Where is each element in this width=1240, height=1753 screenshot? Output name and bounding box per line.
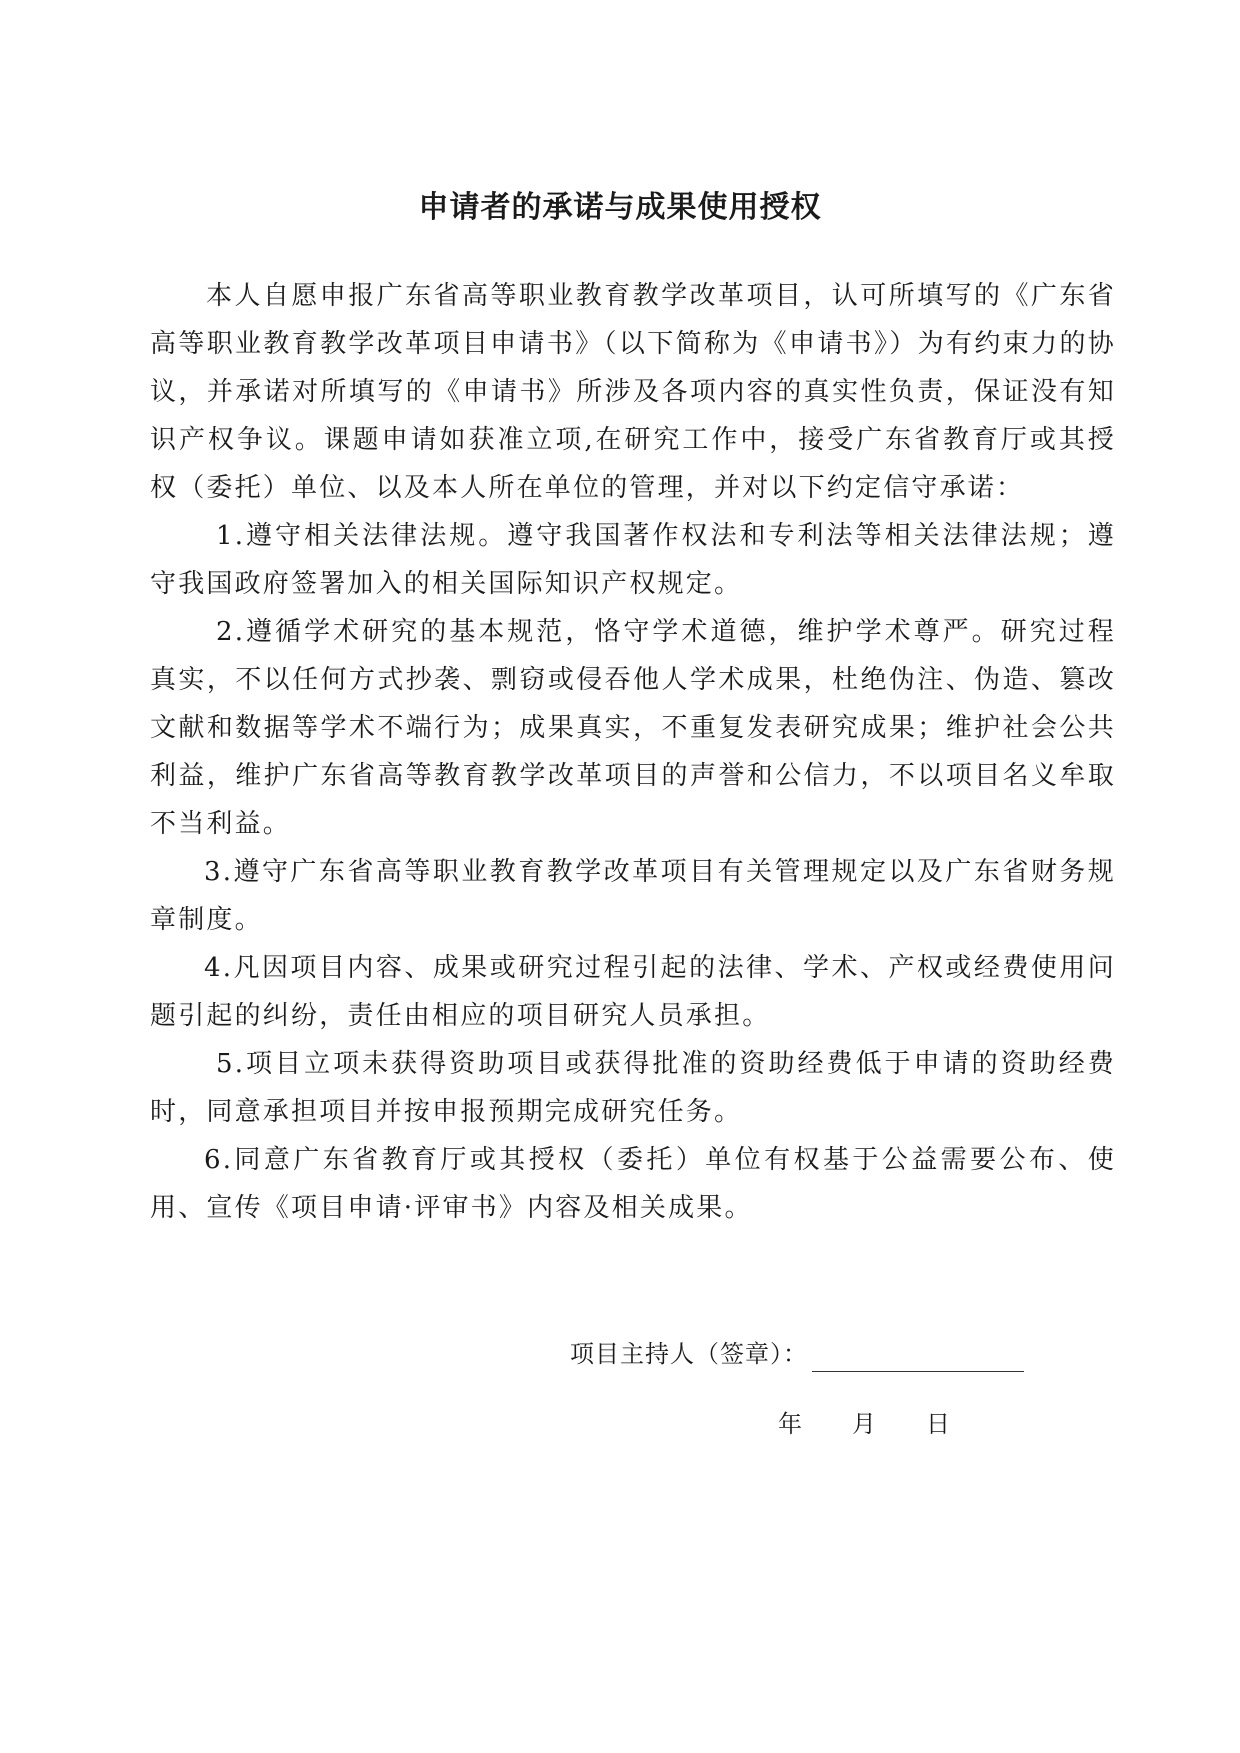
commitment-item-3: 3.遵守广东省高等职业教育教学改革项目有关管理规定以及广东省财务规章制度。 — [150, 857, 1116, 935]
date-month-label: 月 — [852, 1410, 876, 1438]
intro-paragraph: 本人自愿申报广东省高等职业教育教学改革项目，认可所填写的《广东省高等职业教育教学改革项目申请书》（以下简称为《申请书》）为有约束力的协议，并承诺对所填写的《申请书》所涉及各项内容的真实性负责，保证没有知识产权争议。课题申请如获准立项,在研究工作中，接受广东省教育厅或其授权（委托）单位、以及本人所在单位的管理，并对以下约定信守承诺： — [150, 281, 1116, 503]
commitment-item-2: 2.遵循学术研究的基本规范，恪守学术道德，维护学术尊严。研究过程真实，不以任何方式抄袭、剽窃或侵吞他人学术成果，杜绝伪注、伪造、篡改文献和数据等学术不端行为；成果真实，不重复发表研究成果；维护社会公共利益，维护广东省高等教育教学改革项目的声誉和公信力，不以项目名义牟取不当利益。 — [150, 617, 1116, 839]
document-title: 申请者的承诺与成果使用授权 — [418, 190, 822, 225]
commitment-item-1: 1.遵守相关法律法规。遵守我国著作权法和专利法等相关法律法规；遵守我国政府签署加入的相关国际知识产权规定。 — [150, 521, 1116, 599]
signature-label: 项目主持人（签章）： — [570, 1340, 808, 1368]
commitment-body — [150, 272, 1116, 1232]
signature-blank[interactable] — [812, 1343, 1024, 1372]
commitment-item-4: 4.凡因项目内容、成果或研究过程引起的法律、学术、产权或经费使用问题引起的纠纷，责任由相应的项目研究人员承担。 — [150, 953, 1116, 1031]
signature-line — [570, 1336, 1024, 1372]
date-line — [778, 1406, 950, 1442]
commitment-item-6: 6.同意广东省教育厅或其授权（委托）单位有权基于公益需要公布、使用、宣传《项目申请·评审书》内容及相关成果。 — [150, 1145, 1116, 1223]
date-day-label: 日 — [926, 1410, 950, 1438]
commitment-item-5: 5.项目立项未获得资助项目或获得批准的资助经费低于申请的资助经费时，同意承担项目并按申报预期完成研究任务。 — [150, 1049, 1116, 1127]
date-year-label: 年 — [778, 1410, 802, 1438]
